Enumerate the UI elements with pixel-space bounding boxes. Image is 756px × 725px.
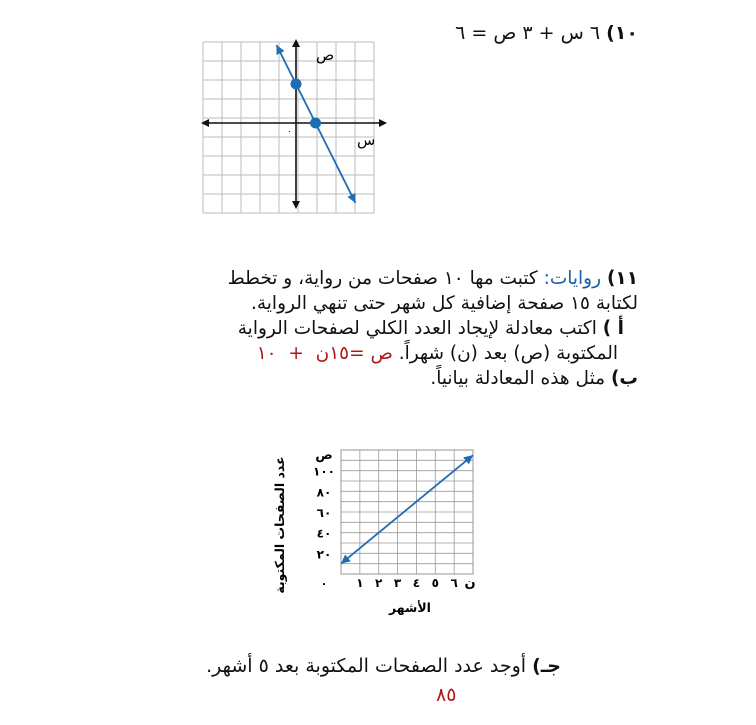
question-11-keyword: روايات: <box>543 268 602 289</box>
part-a-line2: المكتوبة (ص) بعد (ن) شهراً. <box>398 343 618 364</box>
x-axis-arrow-right <box>379 119 387 127</box>
question-11 <box>118 266 638 391</box>
x-axis-title: الأشهر <box>389 600 431 615</box>
y-axis-arrow-bottom <box>292 201 300 209</box>
x-tick-label: ٥ <box>431 576 439 590</box>
y-tick-label: ٨٠ <box>316 485 332 500</box>
pages-chart <box>262 432 492 622</box>
coordinate-graph-q10 <box>195 35 395 215</box>
y-tick-labels <box>313 465 335 562</box>
x-axis-symbol: ن <box>464 576 476 591</box>
part-c-answer: ٨٥ <box>436 684 457 706</box>
y-axis-label: ص <box>316 46 335 64</box>
part-c-text: أوجد عدد الصفحات المكتوبة بعد ٥ أشهر. <box>206 655 527 677</box>
x-tick-label: ٣ <box>393 576 402 590</box>
x-intercept-point <box>310 118 321 129</box>
x-tick-label: ١ <box>356 576 364 590</box>
chart-grid <box>341 450 473 574</box>
x-tick-labels <box>356 576 458 590</box>
part-a-letter: أ ) <box>602 318 624 339</box>
question-11-line1: كتبت مها ١٠ صفحات من رواية، و تخطط <box>227 268 538 289</box>
y-axis-symbol: ص <box>315 448 333 463</box>
part-a-answer: ص =١٥ن + ١٠ <box>256 343 393 364</box>
question-10-equation: ٦ س + ٣ ص = ٦ <box>455 22 601 44</box>
part-c-letter: جـ) <box>532 655 561 677</box>
chart-origin-label: ٠ <box>320 577 328 590</box>
y-axis-arrow-top <box>292 39 300 47</box>
origin-label: ٠ <box>287 127 292 137</box>
y-tick-label: ٢٠ <box>316 547 332 562</box>
x-axis-label: س <box>357 131 376 149</box>
y-intercept-point <box>291 79 302 90</box>
x-tick-label: ٤ <box>412 576 421 590</box>
x-axis-arrow-left <box>201 119 209 127</box>
x-tick-label: ٦ <box>450 576 458 590</box>
part-b-text: مثل هذه المعادلة بيانياً. <box>430 368 606 389</box>
part-b-letter: ب) <box>610 368 638 389</box>
y-tick-label: ٦٠ <box>316 506 332 520</box>
question-11-number: ١١) <box>606 268 638 289</box>
chart-series-line <box>341 455 473 564</box>
part-c <box>206 655 561 677</box>
y-tick-label: ٤٠ <box>316 526 332 541</box>
question-10-number: ١٠) <box>606 22 638 44</box>
question-10 <box>455 22 638 44</box>
y-tick-label: ١٠٠ <box>313 464 335 479</box>
question-11-line2: لكتابة ١٥ صفحة إضافية كل شهر حتى تنهي الرواية. <box>250 293 638 314</box>
part-a-line1: اكتب معادلة لإيجاد العدد الكلي لصفحات الرواية <box>237 318 597 339</box>
y-axis-title: عدد الصفحات المكتوبة <box>272 456 287 594</box>
x-tick-label: ٢ <box>375 576 383 590</box>
